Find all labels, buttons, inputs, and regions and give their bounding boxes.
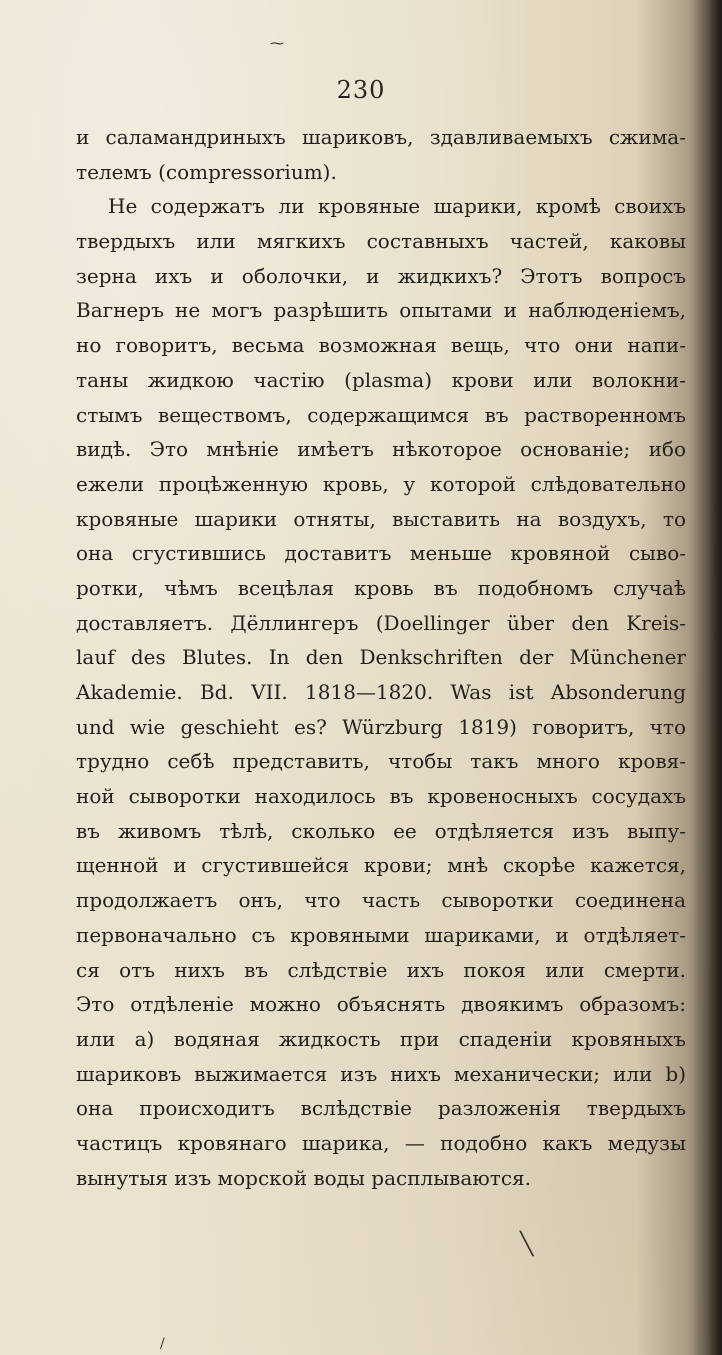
text-line: первоначально съ кровяными шариками, и отдѣляет- [76,922,686,947]
text-line: ежели процѣженную кровь, у которой слѣдовательно [76,471,686,496]
text-line: и саламандриныхъ шариковъ, здавливаемыхъ сжима- [76,125,686,149]
text-line: телемъ (compressorium). [76,159,337,184]
text-line: трудно себѣ представить, чтобы такъ много кровя- [76,749,686,774]
text-line: щенной и сгустившейся крови; мнѣ скорѣе кажется, [76,853,686,878]
text-line: частицъ кровянаго шарика, — подобно какъ медузы [76,1130,686,1155]
text-line: lauf des Blutes. In den Denkschriften der Münchener [76,645,686,670]
text-line: und wie geschieht es? Würzburg 1819) говоритъ, что [76,714,686,739]
text-line: шариковъ выжимается изъ нихъ механически; или b) [76,1061,686,1086]
text-line: она происходитъ вслѣдствіе разложенія твердыхъ [76,1096,686,1121]
speck-mark: / [160,1336,165,1352]
text-line: ся отъ нихъ въ слѣдствіе ихъ покоя или смерти. [76,957,686,982]
text-line: стымъ веществомъ, содержащимся въ растворенномъ [76,402,686,427]
text-line: Не содержатъ ли кровяные шарики, кромѣ своихъ [108,194,686,219]
text-line: видѣ. Это мнѣніе имѣетъ нѣкоторое основаніе; ибо [76,437,686,462]
text-line: кровяные шарики отняты, выставить на воздухъ, то [76,506,686,531]
text-line: таны жидкою частію (plasma) крови или волокни- [76,367,686,392]
text-line: Вагнеръ не могъ разрѣшить опытами и наблюденіемъ, [76,298,686,323]
text-line: ротки, чѣмъ всецѣлая кровь въ подобномъ случаѣ [76,575,686,600]
text-line: она сгустившись доставитъ меньше кровяной сыво- [76,541,686,566]
body-text [76,120,686,1195]
text-line: ной сыворотки находилось въ кровеносныхъ сосудахъ [76,784,686,809]
page-number: 230 [336,76,386,104]
speck-mark: ⁓ [270,36,284,52]
text-line: твердыхъ или мягкихъ составныхъ частей, каковы [76,229,686,254]
text-line: доставляетъ. Дёллингеръ (Doellinger über den Kreis- [76,610,686,635]
text-line: но говоритъ, весьма возможная вещь, что они напи- [76,333,686,358]
text-line: въ живомъ тѣлѣ, сколько ее отдѣляется изъ выпу- [76,818,686,843]
text-line: продолжаетъ онъ, что часть сыворотки соединена [76,888,686,913]
text-line: вынутыя изъ морской воды расплываются. [76,1165,531,1190]
text-line: или a) водяная жидкость при спаденіи кровяныхъ [76,1026,686,1051]
speck-mark: ╲ [520,1232,534,1257]
text-line: зерна ихъ и оболочки, и жидкихъ? Этотъ вопросъ [76,263,686,288]
text-line: Это отдѣленіе можно объяснять двоякимъ образомъ: [76,992,686,1017]
text-line: Akademie. Bd. VII. 1818—1820. Was ist Absonderung [76,680,686,704]
page-edge-shadow [688,0,722,1355]
